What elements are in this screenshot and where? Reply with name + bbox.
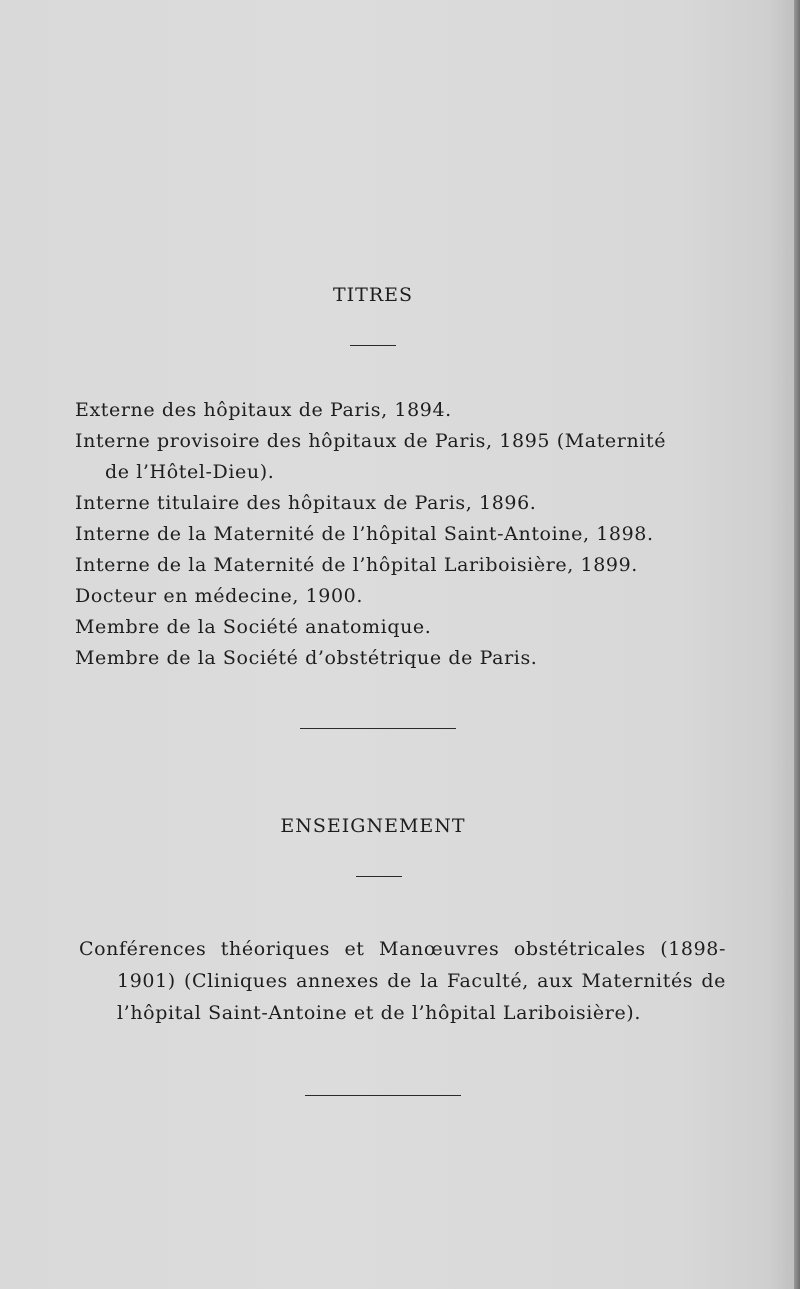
titres-item-7: Membre de la Société anatomique. <box>75 616 432 638</box>
enseignement-heading: ENSEIGNEMENT <box>280 815 466 837</box>
titres-list <box>75 395 695 674</box>
titres-item-6: Docteur en médecine, 1900. <box>75 585 364 607</box>
titres-heading: TITRES <box>332 284 414 306</box>
titres-item-2: Interne provisoire des hôpitaux de Paris, 1895 (Maternité de l’Hôtel-Dieu). <box>75 430 667 483</box>
section-divider-2 <box>305 1095 461 1096</box>
enseignement-paragraph: Conférences théoriques et Manœuvres obstétricales (1898-1901) (Cliniques annexes de la Faculté, aux Maternités de l’hôpital Saint-Antoine et de l’hôpital Lariboisière). <box>79 938 726 1024</box>
titres-item-4: Interne de la Maternité de l’hôpital Saint-Antoine, 1898. <box>75 523 654 545</box>
section-divider-1 <box>300 728 456 729</box>
enseignement-short-rule <box>356 876 402 877</box>
page-edge-shadow <box>794 0 800 1289</box>
titres-item-5: Interne de la Maternité de l’hôpital Lariboisière, 1899. <box>75 554 638 576</box>
titres-item-1: Externe des hôpitaux de Paris, 1894. <box>75 399 452 421</box>
titres-item-8: Membre de la Société d’obstétrique de Paris. <box>75 647 538 669</box>
titres-item-3: Interne titulaire des hôpitaux de Paris, 1896. <box>75 492 537 514</box>
titres-short-rule <box>350 345 396 346</box>
